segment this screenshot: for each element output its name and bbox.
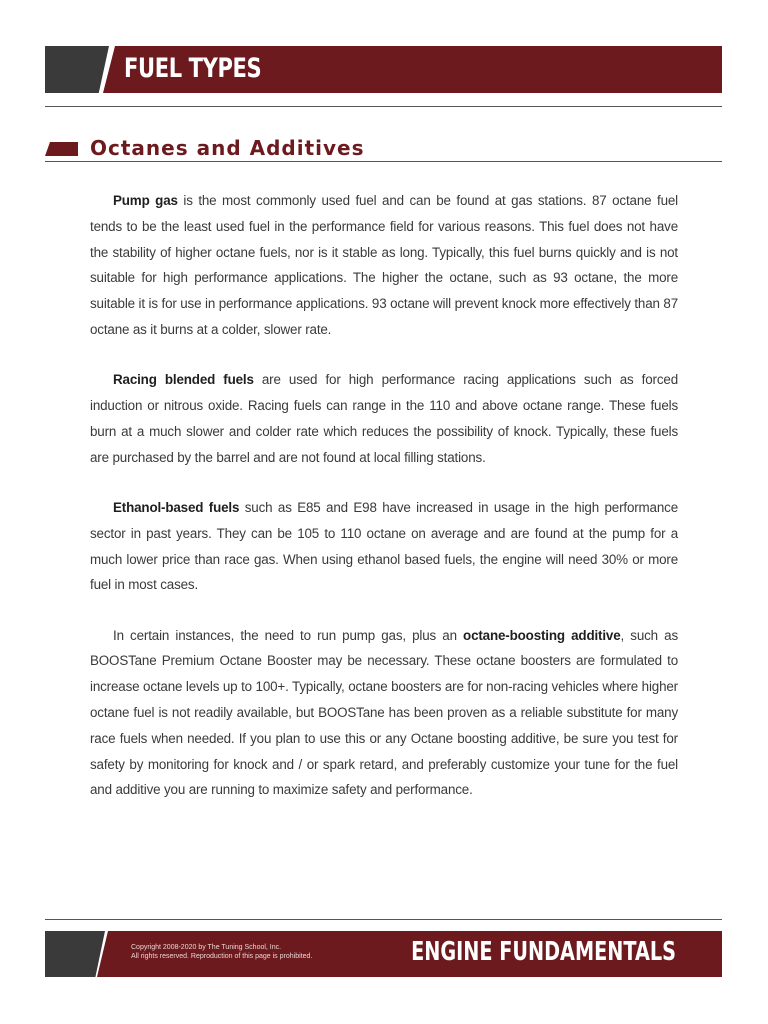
section-title: Octanes and Additives: [90, 136, 365, 160]
footer-divider: [45, 919, 722, 920]
term-racing-blended-fuels: Racing blended fuels: [113, 372, 254, 388]
page-title: FUEL TYPES: [124, 53, 262, 84]
copyright-line-2: All rights reserved. Reproduction of this page is prohibited.: [131, 953, 313, 960]
footer-copyright: [131, 943, 312, 961]
paragraph-octane-additive: [90, 623, 678, 804]
header-banner: [45, 46, 722, 93]
paragraph-pump-gas: [90, 188, 678, 343]
paragraph-text: In certain instances, the need to run pump gas, plus an: [113, 627, 464, 643]
paragraph-text: is the most commonly used fuel and can be found at gas stations. 87 octane fuel tends to be the least used fuel in the performance field for various reasons. This fuel does not have the stability of higher octane fuels, nor is it stable as long. Typically, this fuel burns quickly and is not suitable for high performance applications. The higher the octane, such as 93 octane, the more suitable it is for use in performance applications. 93 octane will prevent knock more effectively than 87 octane as it burns at a colder, slower rate.: [90, 193, 678, 337]
section-divider: [45, 161, 722, 162]
term-pump-gas: Pump gas: [113, 193, 178, 208]
body-text: [90, 188, 678, 828]
paragraph-racing-fuels: [90, 367, 678, 470]
copyright-line-1: Copyright 2008-2020 by The Tuning School, Inc.: [131, 944, 282, 951]
paragraph-text: are used for high performance racing applications such as forced induction or nitrous oxide. Racing fuels can range in the 110 and above octane range. These fuels burn at a much slower and colder rate which reduces the possibility of knock. Typically, these fuels are purchased by the barrel and are not found at local filling stations.: [90, 372, 679, 465]
paragraph-text: such as E85 and E98 have increased in usage in the high performance sector in past years. They can be 105 to 110 octane on average and are found at the pump for a much lower price than race gas. When using ethanol based fuels, the engine will need 30% or more fuel in most cases.: [90, 499, 678, 593]
header-divider: [45, 106, 722, 107]
header-dark-block: [45, 46, 109, 93]
paragraph-text: , such as BOOSTane Premium Octane Booster may be necessary. These octane boosters are formulated to increase octane levels up to 100+. Typically, octane boosters are for non-racing vehicles where higher octane fuel is not readily available, but BOOSTane has been proven as a reliable substitute for many race fuels when needed. If you plan to use this or any Octane boosting additive, be sure you test for safety by monitoring for knock and / or spark retard, and preferably customize your tune for the fuel and additive you are running to maximize safety and performance.: [90, 627, 678, 798]
term-octane-boosting-additive: octane-boosting additive: [463, 627, 621, 643]
footer-banner: [45, 931, 722, 977]
footer-dark-block: [45, 931, 105, 977]
term-ethanol-based-fuels: Ethanol-based fuels: [113, 499, 240, 515]
section-marker: [45, 142, 78, 156]
paragraph-ethanol-fuels: [90, 495, 678, 598]
footer-title: ENGINE FUNDAMENTALS: [411, 937, 676, 967]
